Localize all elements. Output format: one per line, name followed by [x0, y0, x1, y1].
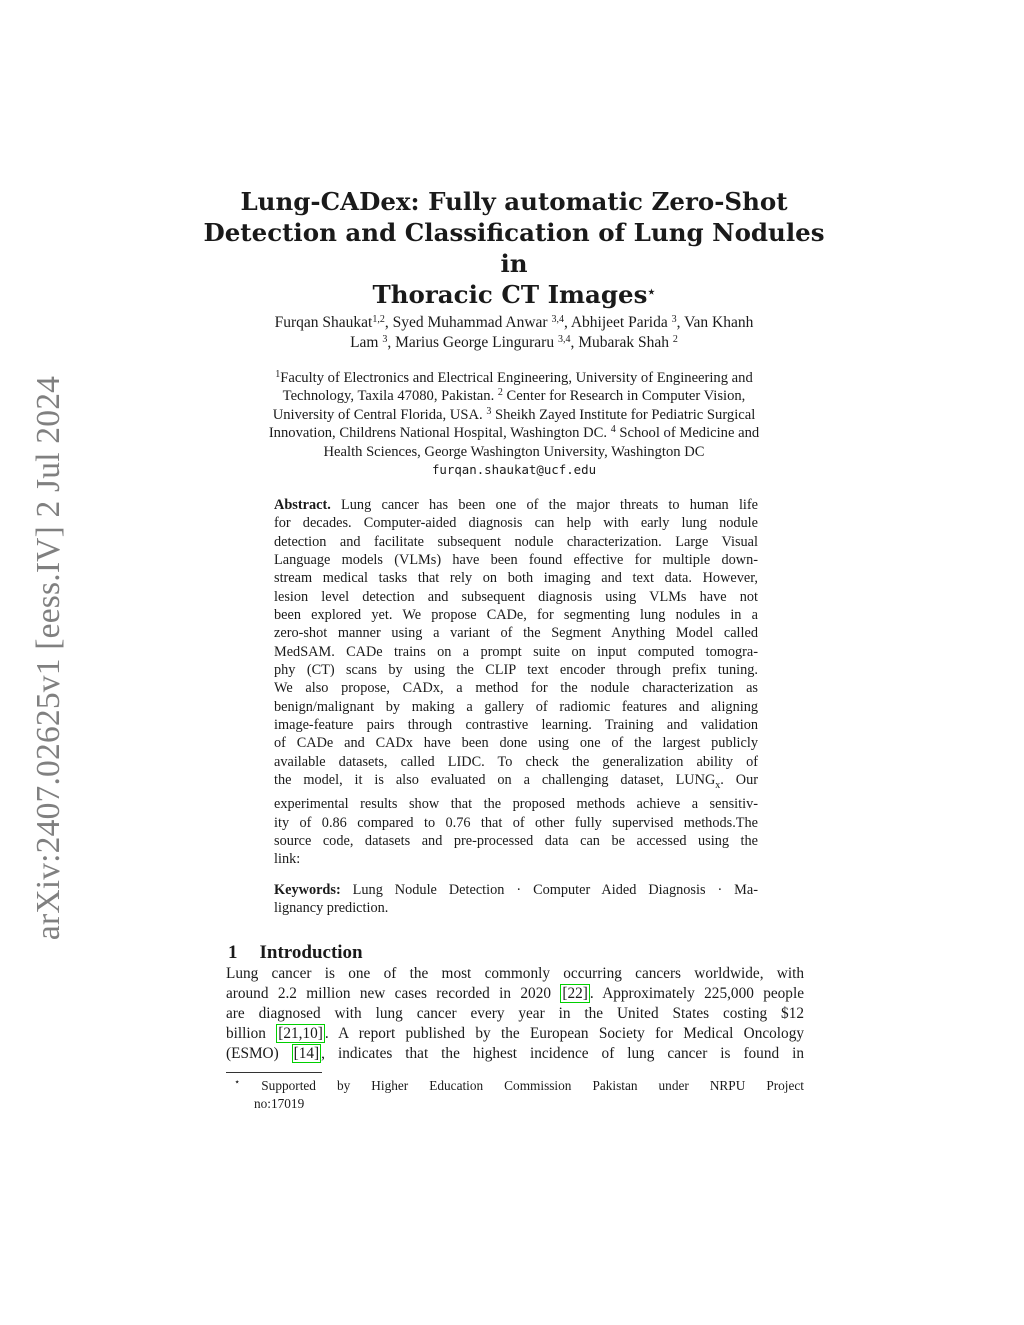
abstract-line: We also propose, CADx, a method for the nodule characterization as	[274, 680, 758, 697]
affiliation-mark: 4	[610, 424, 616, 436]
citation-link[interactable]: [22]	[562, 984, 588, 1002]
abstract-line: experimental results show that the proposed methods achieve a sensitiv-	[274, 796, 758, 813]
footnote-mark: ⋆	[234, 1077, 241, 1088]
author-name: , Marius George Linguraru	[387, 334, 558, 351]
citation-link[interactable]: [14]	[293, 1044, 320, 1062]
abstract-line: link:	[274, 851, 301, 868]
body-text: , indicates that the highest incidence of lung cancer is found in	[321, 1044, 804, 1062]
author-list	[220, 313, 808, 353]
keywords-label: Keywords:	[274, 882, 341, 898]
affiliation-mark: 1	[275, 369, 281, 380]
affiliation-line	[228, 424, 800, 442]
keywords-text: Lung Nodule Detection · Computer Aided Diagnosis · Ma-	[340, 882, 758, 898]
subscript: x	[715, 780, 721, 792]
body-text: (ESMO)	[226, 1044, 292, 1062]
author-name: , Van Khanh	[676, 314, 754, 331]
arxiv-identifier-text: arXiv:2407.02625v1 [eess.IV] 2 Jul 2024	[30, 375, 68, 940]
author-affiliation-mark: 3,4	[557, 334, 571, 345]
body-line	[226, 1024, 804, 1044]
title-line-2: Detection and Classification of Lung Nodules in	[203, 218, 825, 278]
abstract-line: phy (CT) scans by using the CLIP text encoder through prefix tuning.	[274, 662, 758, 679]
keywords-line: lignancy prediction.	[274, 900, 389, 917]
footnote-text: Supported by Higher Education Commission Pakistan under NRPU Project	[240, 1078, 804, 1093]
abstract-line: zero-shot manner using a variant of the Segment Anything Model called	[274, 625, 758, 642]
affiliation-text: Innovation, Childrens National Hospital, Washington DC.	[268, 425, 611, 442]
author-line-1	[220, 313, 808, 333]
section-heading	[228, 942, 363, 964]
section-number: 1	[228, 942, 238, 963]
affiliation-line	[228, 369, 800, 387]
affiliation-mark: 3	[486, 405, 492, 417]
abstract-line: image-feature pairs through contrastive learning. Training and validation	[274, 717, 758, 734]
author-affiliation-mark: 2	[672, 334, 678, 345]
abstract-line	[274, 771, 758, 795]
abstract-text: the model, it is also evaluated on a challenging dataset, LUNG	[274, 772, 716, 789]
affiliation-text: Faculty of Electronics and Electrical Engineering, University of Engineering and	[280, 370, 753, 386]
abstract-line: lesion level detection and subsequent diagnosis using VLMs have not	[274, 588, 758, 605]
author-email-link[interactable]: furqan.shaukat@ucf.edu	[431, 462, 597, 478]
body-line	[226, 1044, 804, 1064]
body-line	[226, 984, 804, 1004]
body-text: billion	[226, 1024, 277, 1042]
abstract-line: ity of 0.86 compared to 0.76 that of other fully supervised methods.The	[274, 814, 758, 831]
abstract-line: benign/malignant by making a gallery of radiomic features and aligning	[274, 698, 758, 715]
abstract-label: Abstract.	[274, 497, 331, 513]
author-name: , Mubarak Shah	[570, 334, 673, 351]
body-line: Lung cancer is one of the most commonly occurring cancers worldwide, with	[226, 965, 804, 982]
body-text: . A report published by the European Society for Medical Oncology	[324, 1024, 804, 1042]
affiliation-line: Health Sciences, George Washington University, Washington DC	[323, 443, 705, 460]
paper-title	[200, 186, 828, 310]
body-text: around 2.2 million new cases recorded in 2020	[226, 984, 561, 1002]
title-line-1: Lung-CADex: Fully automatic Zero-Shot	[240, 187, 788, 216]
affiliation-text: Technology, Taxila 47080, Pakistan.	[282, 388, 498, 405]
author-name: , Abhijeet Parida	[563, 314, 672, 331]
citation-link[interactable]: [21,10]	[278, 1024, 323, 1042]
abstract-line: for decades. Computer-aided diagnosis can help with early lung nodule	[274, 515, 758, 532]
abstract-text: . Our	[720, 772, 758, 789]
affiliation-line	[228, 406, 800, 424]
affiliations	[228, 369, 800, 479]
title-footnote-mark: ⋆	[647, 285, 656, 300]
arxiv-identifier-stamp	[26, 370, 72, 945]
author-line-2	[220, 333, 808, 353]
introduction-paragraph	[226, 964, 804, 1064]
affiliation-mark: 2	[497, 387, 503, 399]
abstract-line: detection and facilitate subsequent nodule characterization. Large Visual	[274, 533, 758, 550]
author-affiliation-mark: 3	[671, 314, 677, 325]
abstract-line: been explored yet. We propose CADe, for segmenting lung nodules in a	[274, 607, 758, 624]
keywords	[274, 881, 758, 918]
affiliation-line	[228, 387, 800, 405]
abstract-line: available datasets, called LIDC. To check the generalization ability of	[274, 753, 758, 770]
abstract-line: of CADe and CADx have been done using one of the largest publicly	[274, 735, 758, 752]
affiliation-text: School of Medicine and	[615, 425, 760, 442]
body-text: . Approximately 225,000 people	[589, 984, 804, 1002]
body-line: are diagnosed with lung cancer every year in the United States costing $12	[226, 1004, 804, 1022]
abstract-line: stream medical tasks that rely on both imaging and text data. However,	[274, 570, 758, 587]
author-name: Lam	[350, 334, 383, 351]
abstract-line	[274, 496, 758, 514]
title-line-3-text: Thoracic CT Images	[372, 280, 648, 309]
abstract-line: Language models (VLMs) have been found effective for multiple down-	[274, 552, 758, 569]
author-affiliation-mark: 1,2	[372, 314, 385, 325]
affiliation-text: University of Central Florida, USA.	[272, 406, 487, 423]
section-title: Introduction	[259, 942, 363, 963]
abstract	[274, 496, 758, 869]
author-affiliation-mark: 3	[382, 334, 388, 345]
footnote-line: no:17019	[254, 1096, 305, 1111]
keywords-line	[274, 881, 758, 899]
abstract-text: Lung cancer has been one of the major threats to human life	[330, 497, 758, 513]
title-line-3	[200, 279, 828, 310]
affiliation-text: Center for Research in Computer Vision,	[502, 388, 746, 405]
author-name: Furqan Shaukat	[274, 314, 373, 331]
abstract-line: MedSAM. CADe trains on a prompt suite on input computed tomogra-	[274, 643, 758, 660]
author-name: , Syed Muhammad Anwar	[384, 314, 552, 331]
affiliation-text: Sheikh Zayed Institute for Pediatric Surgical	[491, 406, 756, 423]
footnote-line	[226, 1077, 804, 1095]
abstract-line: source code, datasets and pre-processed data can be accessed using the	[274, 833, 758, 850]
author-affiliation-mark: 3,4	[551, 314, 564, 325]
footnote	[226, 1077, 804, 1113]
footnote-divider	[226, 1072, 322, 1073]
